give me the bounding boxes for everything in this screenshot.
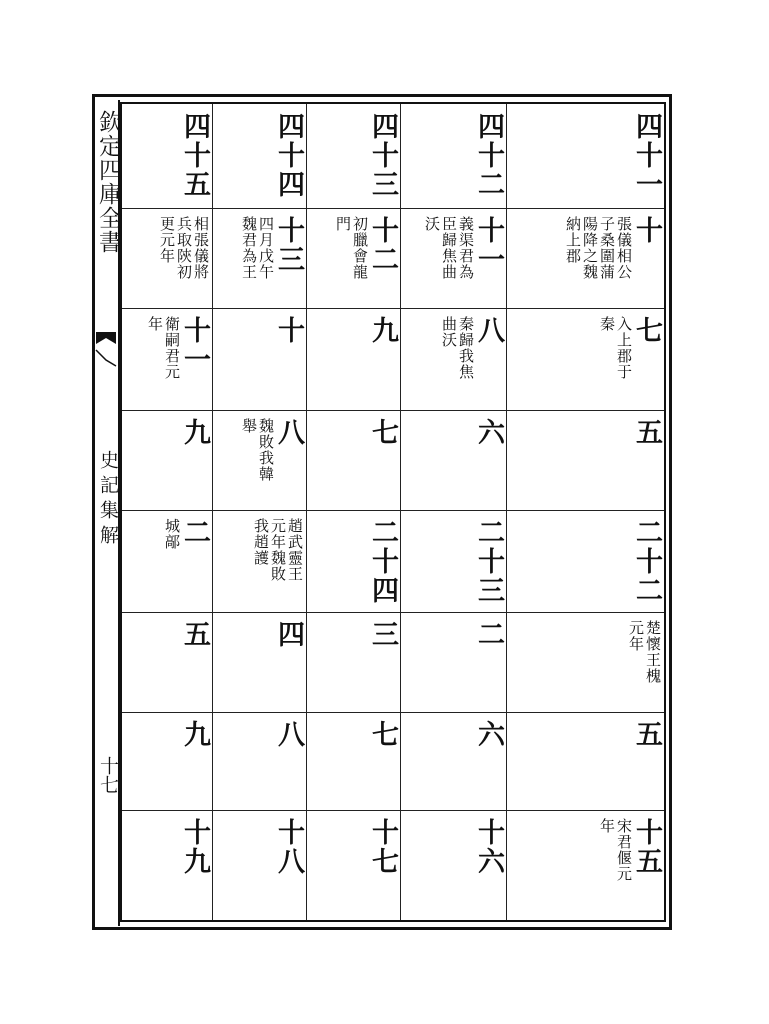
- table-cell: [212, 510, 306, 612]
- year-number: 十六: [473, 818, 504, 876]
- year-number: 五: [179, 620, 210, 649]
- annotation-line: 魏敗我韓: [257, 418, 275, 482]
- table-cell: [306, 104, 400, 208]
- table-cell: [122, 510, 212, 612]
- year-number: 四十五: [179, 112, 210, 199]
- annotation-line: 四月戊午: [257, 216, 275, 280]
- table-cell: [212, 712, 306, 810]
- table-cell: [400, 510, 506, 612]
- annotation-line: 門: [334, 216, 352, 232]
- year-number: 九: [179, 720, 210, 749]
- annotation-line: 兵取陝初: [175, 216, 193, 280]
- year-number: 十七: [367, 818, 398, 876]
- annotation-line: 秦: [598, 316, 616, 332]
- table-cell: [306, 308, 400, 410]
- year-number: 十二: [367, 216, 398, 274]
- table-cell: [400, 810, 506, 920]
- annotation-line: 年: [598, 818, 616, 834]
- table-cell: [400, 308, 506, 410]
- year-number: 八: [273, 418, 304, 447]
- year-number: 六: [473, 720, 504, 749]
- year-number: 十: [273, 316, 304, 345]
- table-cell: [212, 410, 306, 510]
- table-cell: [400, 208, 506, 308]
- table-cell: [506, 308, 664, 410]
- annotation-line: 元年魏敗: [269, 518, 287, 582]
- table-cell: [212, 308, 306, 410]
- year-number: 七: [367, 418, 398, 447]
- year-number: 十: [631, 216, 662, 245]
- year-number: 十三: [273, 216, 304, 274]
- annotation-line: 初臘會龍: [351, 216, 369, 280]
- year-number: 四十四: [273, 112, 304, 199]
- annotation-line: 趙武靈王: [286, 518, 304, 582]
- year-number: 二: [473, 620, 504, 649]
- table-cell: [400, 612, 506, 712]
- annotation-line: 入上郡于: [615, 316, 633, 380]
- table-cell: [306, 612, 400, 712]
- table-cell: [400, 104, 506, 208]
- year-number: 十一: [179, 316, 210, 374]
- table-cell: [506, 712, 664, 810]
- table-cell: [506, 510, 664, 612]
- table-cell: [122, 104, 212, 208]
- year-number: 九: [367, 316, 398, 345]
- annotation-line: 相張儀將: [192, 216, 210, 280]
- table-cell: [506, 104, 664, 208]
- table-cell: [212, 208, 306, 308]
- table-cell: [212, 810, 306, 920]
- year-number: 十九: [179, 818, 210, 876]
- table-cell: [122, 410, 212, 510]
- year-number: 二十二: [631, 518, 662, 605]
- annotation-line: 沃: [423, 216, 441, 232]
- year-number: 六: [473, 418, 504, 447]
- annotation-line: 義渠君為: [457, 216, 475, 280]
- table-cell: [306, 510, 400, 612]
- year-number: 五: [631, 418, 662, 447]
- table-cell: [122, 208, 212, 308]
- margin-side-title: 史記集解: [97, 450, 119, 550]
- annotation-line: 舉: [240, 418, 258, 434]
- table-cell: [306, 810, 400, 920]
- annotation-line: 子桑圍蒲: [598, 216, 616, 280]
- table-cell: [506, 810, 664, 920]
- annotation-line: 陽降之魏: [581, 216, 599, 280]
- annotation-line: 納上郡: [564, 216, 582, 264]
- margin-book-title: 欽定四庫全書: [95, 110, 121, 254]
- table-cell: [506, 612, 664, 712]
- annotation-line: 宋君偃元: [615, 818, 633, 882]
- year-number: 四: [273, 620, 304, 649]
- year-number: 八: [273, 720, 304, 749]
- year-number: 十八: [273, 818, 304, 876]
- year-number: 四十三: [367, 112, 398, 199]
- year-number: 十五: [631, 818, 662, 876]
- table-cell: [122, 712, 212, 810]
- table-cell: [212, 104, 306, 208]
- table-cell: [506, 410, 664, 510]
- annotation-line: 魏君為王: [240, 216, 258, 280]
- table-cell: [306, 208, 400, 308]
- year-number: 十一: [473, 216, 504, 274]
- annotation-line: 衛嗣君元: [163, 316, 181, 380]
- year-number: 七: [631, 316, 662, 345]
- annotation-line: 張儀相公: [615, 216, 633, 280]
- year-number: 八: [473, 316, 504, 345]
- table-cell: [122, 612, 212, 712]
- table-cell: [400, 410, 506, 510]
- annotation-line: 更元年: [158, 216, 176, 264]
- table-cell: [400, 712, 506, 810]
- year-number: 二十四: [367, 518, 398, 605]
- year-number: 三: [367, 620, 398, 649]
- annotation-line: 臣歸焦曲: [440, 216, 458, 280]
- year-number: 七: [367, 720, 398, 749]
- annotation-line: 曲沃: [440, 316, 458, 348]
- year-number: 四十二: [473, 112, 504, 199]
- table-cell: [306, 712, 400, 810]
- table-cell: [122, 308, 212, 410]
- year-number: 二: [179, 518, 210, 547]
- annotation-line: 元年: [627, 620, 645, 652]
- fish-tail-mark: [94, 330, 118, 370]
- table-cell: [306, 410, 400, 510]
- annotation-line: 年: [146, 316, 164, 332]
- annotation-line: 楚懷王槐: [644, 620, 662, 684]
- year-number: 九: [179, 418, 210, 447]
- table-cell: [506, 208, 664, 308]
- annotation-line: 城鄗: [163, 518, 181, 550]
- year-number: 四十一: [631, 112, 662, 199]
- table-cell: [122, 810, 212, 920]
- annotation-line: 秦歸我焦: [457, 316, 475, 380]
- year-number: 五: [631, 720, 662, 749]
- table-cell: [212, 612, 306, 712]
- year-number: 二十三: [473, 518, 504, 605]
- page-number: 十七: [97, 756, 119, 794]
- annotation-line: 我趙護: [252, 518, 270, 566]
